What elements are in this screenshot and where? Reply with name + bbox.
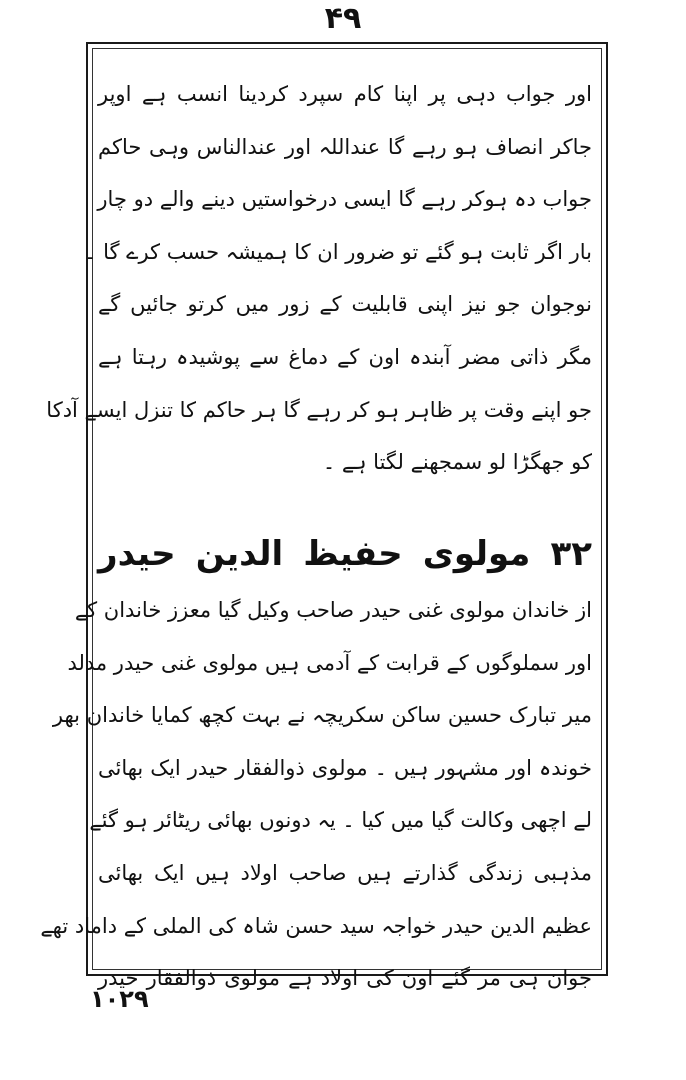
text-line: اور سملوگوں کے قرابت کے آدمی ہیں مولوی غنی حیدر مدلد <box>67 650 592 675</box>
paragraph-1 <box>46 68 592 489</box>
paragraph-2 <box>40 584 592 1005</box>
page-frame <box>40 42 608 991</box>
text-line: اور جواب دہی پر اپنا کام سپرد کردینا انسب ہے اوپر <box>98 82 592 106</box>
section-heading: ۳۲ مولوی حفیظ الدین حیدر <box>98 534 592 574</box>
footer-number: ۱۰۲۹ <box>90 985 149 1013</box>
text-line: لے اچھی وکالت گیا میں کیا ۔ یہ دونوں بھائی ریٹائر ہو گئے <box>89 808 592 833</box>
text-line: از خاندان مولوی غنی حیدر صاحب وکیل گیا معزز خاندان کے <box>74 598 592 622</box>
text-line: عظیم الدین حیدر خواجہ سید حسن شاہ کی الملی کے داماد تھے <box>40 913 592 938</box>
text-line: خوندہ اور مشہور ہیں ۔ مولوی ذوالفقار حیدر ایک بھائی <box>98 755 592 780</box>
text-line: کو جھگڑا لو سمجھنے لگتا ہے ۔ <box>322 450 592 475</box>
text-line: جو اپنے وقت پر ظاہر ہو کر رہے گا ہر حاکم کا تنزل ایسے آدکا <box>46 397 592 422</box>
text-line: جاکر انصاف ہو رہے گا عنداللہ اور عندالناس وہی حاکم <box>98 134 592 159</box>
text-line: میر تبارک حسین ساکن سکریچہ نے بہت کچھ کمایا خاندان بھر <box>52 703 592 728</box>
page-number: ۴۹ <box>324 1 362 36</box>
text-line: جوان ہی مر گئے اون کی اولاد ہے مولوی ذوالفقار حیدر <box>98 966 592 991</box>
text-line: جواب دہ ہوکر رہے گا ایسی درخواستیں دینے والے دو چار <box>97 187 592 212</box>
text-line: نوجوان جو نیز اپنی قابلیت کے زور میں کرتو جائیں گے <box>98 292 592 317</box>
text-line: بار اگر ثابت ہو گئے تو ضرور ان کا ہمیشہ حسب کرے گا ۔ <box>84 239 592 264</box>
text-line: مگر ذاتی مضر آبندہ اون کے دماغ سے پوشیدہ رہتا ہے <box>98 344 592 369</box>
text-line: مذہبی زندگی گذارتے ہیں صاحب اولاد ہیں ایک بھائی <box>98 860 592 885</box>
